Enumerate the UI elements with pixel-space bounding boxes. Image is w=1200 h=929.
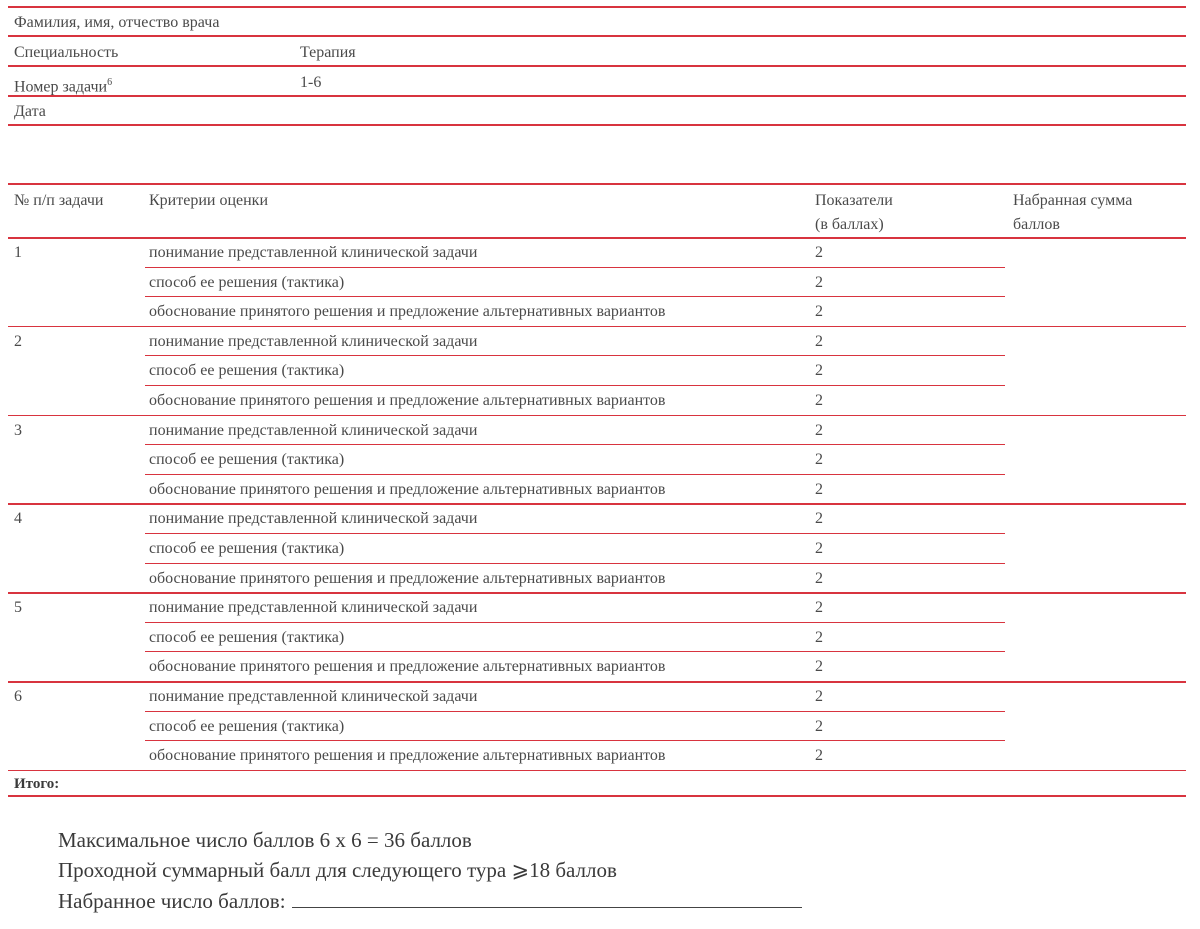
max-points-text: Максимальное число баллов 6 х 6 = 36 баллов (58, 828, 472, 852)
criterion-points: 2 (815, 244, 823, 261)
criterion-text: понимание представленной клинической задачи (149, 421, 478, 439)
task-separator-rule (8, 592, 1186, 594)
doctor-name-label: Фамилия, имя, отчество врача (14, 14, 220, 31)
criterion-points: 2 (815, 480, 823, 498)
column-header-number: № п/п задачи (14, 192, 104, 209)
footnote-marker: 6 (107, 77, 113, 88)
criterion-text: обоснование принятого решения и предложение альтернативных вариантов (149, 303, 666, 321)
criterion-rule (145, 355, 1005, 356)
criterion-rule (145, 474, 1005, 475)
criterion-rule (145, 651, 1005, 652)
criterion-text: понимание представленной клинической задачи (149, 332, 478, 350)
criterion-points: 2 (815, 688, 823, 705)
criterion-points: 2 (815, 273, 823, 291)
table-top-rule (8, 183, 1186, 185)
criterion-text: понимание представленной клинической задачи (149, 510, 478, 528)
criterion-points: 2 (815, 747, 823, 765)
criterion-text: способ ее решения (тактика) (149, 540, 345, 557)
criterion-points: 2 (815, 451, 823, 469)
criterion-rule (145, 533, 1005, 534)
date-label: Дата (14, 103, 46, 120)
criterion-rule (145, 385, 1005, 386)
criterion-rule (145, 740, 1005, 741)
task-separator-rule (8, 415, 1186, 417)
task-number-cell: 6 (14, 688, 22, 705)
header-rule (8, 65, 1186, 67)
task-separator-rule (8, 326, 1186, 328)
column-header-criteria: Критерии оценки (149, 192, 269, 209)
task-number-cell: 4 (14, 510, 22, 528)
scored-points-label: Набранное число баллов: (58, 889, 286, 913)
passing-score-text: Проходной суммарный балл для следующего тура ⩾18 баллов (58, 858, 617, 882)
criterion-rule (145, 711, 1005, 712)
criterion-points: 2 (815, 599, 823, 617)
scored-points-line (58, 889, 802, 913)
criterion-text: способ ее решения (тактика) (149, 717, 345, 735)
criterion-points: 2 (815, 569, 823, 587)
criterion-rule (145, 267, 1005, 268)
task-number-cell: 3 (14, 421, 22, 439)
criterion-text: обоснование принятого решения и предложение альтернативных вариантов (149, 747, 666, 765)
table-bottom-rule (8, 795, 1186, 797)
criterion-rule (145, 622, 1005, 623)
criterion-text: обоснование принятого решения и предложение альтернативных вариантов (149, 392, 666, 409)
criterion-points: 2 (815, 392, 823, 409)
specialty-value: Терапия (300, 44, 356, 61)
criterion-text: обоснование принятого решения и предложение альтернативных вариантов (149, 658, 666, 676)
criterion-rule (145, 296, 1005, 297)
criterion-text: способ ее решения (тактика) (149, 273, 345, 291)
criterion-points: 2 (815, 303, 823, 321)
task-separator-rule (8, 681, 1186, 683)
criterion-points: 2 (815, 540, 823, 557)
column-header-points-line2: (в баллах) (815, 216, 884, 233)
total-label: Итого: (14, 776, 60, 792)
column-header-sum-line1: Набранная сумма (1013, 192, 1133, 209)
criterion-points: 2 (815, 658, 823, 676)
criterion-text: обоснование принятого решения и предложение альтернативных вариантов (149, 480, 666, 498)
task-number-label-text: Номер задачи (14, 78, 108, 96)
criterion-points: 2 (815, 421, 823, 439)
criterion-points: 2 (815, 362, 823, 380)
task-number-cell: 1 (14, 244, 22, 261)
criterion-points: 2 (815, 628, 823, 646)
criterion-text: понимание представленной клинической задачи (149, 688, 478, 705)
header-bottom-rule (8, 124, 1186, 126)
task-separator-rule (8, 503, 1186, 505)
criterion-points: 2 (815, 717, 823, 735)
header-rule (8, 35, 1186, 37)
task-separator-rule (8, 770, 1186, 772)
criterion-text: способ ее решения (тактика) (149, 362, 345, 380)
criterion-rule (145, 444, 1005, 445)
criterion-points: 2 (815, 510, 823, 528)
table-header-rule (8, 237, 1186, 239)
criterion-text: понимание представленной клинической задачи (149, 599, 478, 617)
criterion-points: 2 (815, 332, 823, 350)
task-number-label (14, 74, 112, 96)
criterion-text: обоснование принятого решения и предложение альтернативных вариантов (149, 569, 666, 587)
criterion-rule (145, 563, 1005, 564)
task-number-value: 1-6 (300, 74, 322, 91)
task-number-cell: 5 (14, 599, 22, 617)
header-top-rule (8, 6, 1186, 8)
criterion-text: понимание представленной клинической задачи (149, 244, 478, 261)
header-rule (8, 95, 1186, 97)
column-header-points-line1: Показатели (815, 192, 893, 209)
criterion-text: способ ее решения (тактика) (149, 628, 345, 646)
specialty-label: Специальность (14, 44, 119, 61)
task-number-cell: 2 (14, 332, 22, 350)
criterion-text: способ ее решения (тактика) (149, 451, 345, 469)
scored-points-blank[interactable] (292, 889, 802, 908)
column-header-sum-line2: баллов (1013, 216, 1060, 233)
